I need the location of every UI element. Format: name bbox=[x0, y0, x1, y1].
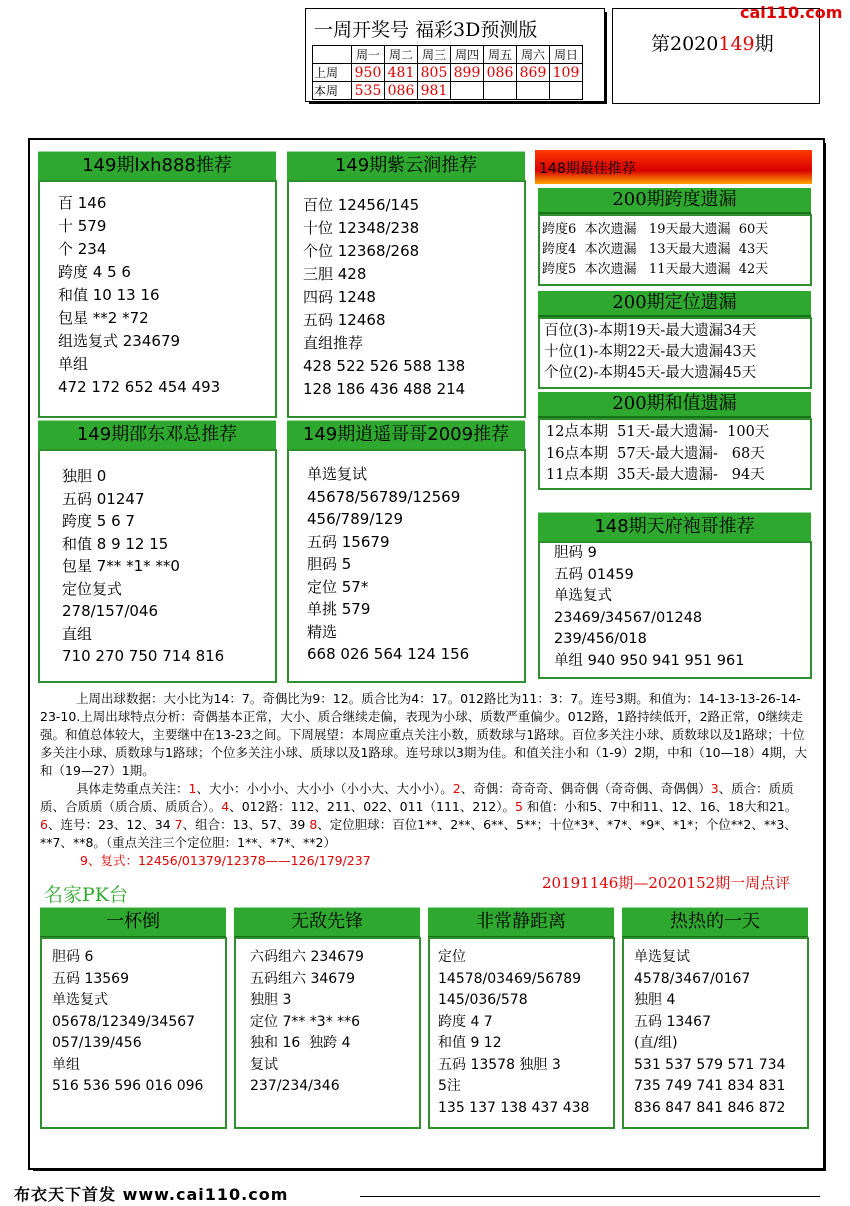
line-item: 23469/34567/01248 bbox=[554, 609, 703, 626]
weekly-draw-table bbox=[312, 45, 583, 100]
week-label: 上周 bbox=[313, 64, 352, 82]
line-item: 定位 bbox=[438, 949, 466, 965]
panel-title-lxh888: 149期lxh888推荐 bbox=[38, 151, 276, 182]
line-item: 五码 12468 bbox=[303, 311, 386, 329]
line-item: 278/157/046 bbox=[62, 602, 158, 620]
span-omission-panel bbox=[538, 214, 812, 286]
day-label: 周二 bbox=[385, 46, 418, 64]
line-item: 定位 7** *3* **6 bbox=[250, 1013, 361, 1030]
pk-card bbox=[622, 937, 809, 1129]
line-item: 包星 7** *1* **0 bbox=[62, 557, 180, 575]
line-item: 跨度 4 5 6 bbox=[58, 263, 131, 281]
trend-item-number: 3 bbox=[710, 781, 719, 796]
panel-title-ziyunjian: 149期紫云涧推荐 bbox=[287, 151, 525, 182]
span-omission-title: 200期跨度遗漏 bbox=[538, 188, 811, 214]
pk-card-title: 一杯倒 bbox=[40, 907, 226, 938]
line-item: 四码 1248 bbox=[303, 288, 376, 306]
pk-card bbox=[40, 937, 227, 1129]
line-item: 135 137 138 437 438 bbox=[438, 1099, 590, 1116]
sum-omission-panel bbox=[538, 418, 812, 490]
analysis-text bbox=[40, 690, 810, 870]
line-item: 五码 13467 bbox=[634, 1013, 711, 1030]
pk-date-range: 20191146期—2020152期一周点评 bbox=[542, 874, 791, 892]
trend-item-number: 8 bbox=[309, 817, 318, 832]
line-item: 单选复式 bbox=[52, 992, 108, 1008]
draw-number: 899 bbox=[451, 64, 484, 82]
position-omission-title: 200期定位遗漏 bbox=[538, 291, 811, 317]
header-title: 一周开奖号 福彩3D预测版 bbox=[314, 19, 538, 41]
draw-number bbox=[484, 82, 517, 100]
line-item: 128 186 436 488 214 bbox=[303, 380, 466, 398]
trend-item-text: 、012路：112、211、022、011（111、212）。 bbox=[229, 799, 515, 814]
line-item: 428 522 526 588 138 bbox=[303, 357, 466, 375]
pk-section-label: 名家PK台 bbox=[44, 884, 128, 906]
line-item: 和值 10 13 16 bbox=[58, 286, 160, 304]
panel-ziyunjian bbox=[287, 180, 526, 418]
span-lines bbox=[542, 220, 768, 280]
line-item: 14578/03469/56789 bbox=[438, 970, 582, 987]
trend-item-number: 6 bbox=[40, 817, 48, 832]
line-item: 836 847 841 846 872 bbox=[634, 1099, 786, 1116]
line-item: 45678/56789/12569 bbox=[307, 487, 461, 506]
panel-lines bbox=[307, 463, 469, 666]
panel-xiaoyao bbox=[287, 449, 526, 683]
trend-item-number: 2 bbox=[452, 781, 461, 796]
line-item: 单选复式 bbox=[554, 588, 612, 604]
line-item: 个 234 bbox=[58, 240, 107, 258]
pk-card-lines bbox=[52, 947, 203, 1098]
line-item: 单组 bbox=[52, 1056, 80, 1073]
line-item: 五码 15679 bbox=[307, 532, 390, 551]
line-item: 710 270 750 714 816 bbox=[62, 647, 225, 665]
line-item: 五码 13578 独胆 3 bbox=[438, 1056, 561, 1073]
line-item: 239/456/018 bbox=[554, 631, 647, 647]
draw-row bbox=[313, 64, 583, 82]
line-item: 跨度6 本次遗漏 19天最大遗漏 60天 bbox=[542, 222, 769, 237]
line-item: 单组 bbox=[58, 355, 89, 373]
pk-card-title: 非常静距离 bbox=[428, 907, 614, 938]
trend-item-text: 、连号：23、12、34 bbox=[47, 817, 175, 832]
line-item: 145/036/578 bbox=[438, 992, 528, 1008]
line-item: 定位复式 bbox=[62, 579, 123, 598]
footer-divider bbox=[360, 1196, 820, 1197]
line-item: 单挑 579 bbox=[307, 600, 371, 618]
line-item: 516 536 596 016 096 bbox=[52, 1078, 204, 1094]
trend-item-number: 1 bbox=[188, 781, 197, 796]
line-item: 531 537 579 571 734 bbox=[634, 1056, 786, 1073]
trend-item-text: 、奇偶：奇奇奇、偶奇偶（奇奇偶、奇偶偶） bbox=[460, 781, 711, 796]
line-item: 个位 12368/268 bbox=[303, 242, 420, 260]
line-item: 跨度4 本次遗漏 13天最大遗漏 43天 bbox=[542, 242, 769, 257]
day-label: 周五 bbox=[484, 46, 517, 64]
week-label: 本周 bbox=[313, 82, 352, 100]
line-item: 和值 9 12 bbox=[438, 1035, 502, 1051]
line-item: 独胆 4 bbox=[634, 992, 676, 1008]
line-item: 472 172 652 454 493 bbox=[58, 378, 221, 396]
line-item: 独胆 0 bbox=[62, 467, 107, 485]
line-item: 个位(2)-本期45天-最大遗漏45天 bbox=[544, 365, 757, 381]
line-item: 和值 8 9 12 15 bbox=[62, 534, 169, 553]
panel-title-xiaoyao: 149期逍遥哥哥2009推荐 bbox=[287, 420, 525, 451]
line-item: 668 026 564 124 156 bbox=[307, 645, 470, 663]
line-item: 12点本期 51天-最大遗漏- 100天 bbox=[546, 424, 770, 440]
line-item: 独和 16 独跨 4 bbox=[250, 1035, 351, 1051]
sum-lines bbox=[546, 422, 769, 487]
trend-item-text: 、质合：质质质、合质质（质合质、质质合）。 bbox=[40, 781, 794, 814]
line-item: 定位 57* bbox=[307, 577, 369, 596]
pk-card-lines bbox=[250, 947, 364, 1098]
line-item: 5注 bbox=[438, 1078, 461, 1094]
draw-number: 805 bbox=[418, 64, 451, 82]
line-item: 百 146 bbox=[58, 194, 107, 212]
line-item: 胆码 6 bbox=[52, 949, 94, 965]
pk-card-lines bbox=[634, 947, 785, 1119]
draw-number: 981 bbox=[418, 82, 451, 100]
line-item: 五码 01247 bbox=[62, 489, 145, 508]
draw-number: 535 bbox=[352, 82, 385, 100]
draw-number bbox=[517, 82, 550, 100]
trend-item-text: 、组合：13、57、39 bbox=[182, 817, 310, 832]
draw-row bbox=[313, 82, 583, 100]
draw-number bbox=[451, 82, 484, 100]
line-item: 复试 bbox=[250, 1056, 278, 1073]
position-omission-panel bbox=[538, 317, 812, 389]
line-item: 05678/12349/34567 bbox=[52, 1013, 196, 1030]
pk-card bbox=[428, 937, 615, 1129]
panel-title-tianfu: 148期天府袍哥推荐 bbox=[538, 512, 811, 543]
pk-card bbox=[234, 937, 421, 1129]
day-label: 周一 bbox=[352, 46, 385, 64]
panel-lines bbox=[62, 465, 224, 668]
panel-lxh888 bbox=[38, 180, 277, 418]
line-item: 单选复试 bbox=[634, 949, 690, 965]
trend-focus: 具体走势重点关注：1、大小：小小小、大小小（小小大、大小小）。2、奇偶：奇奇奇、偶奇偶（奇奇偶、奇偶偶）3、质合：质质质、合质质（质合质、质质合）。4、012路：112、211、022、011（111、212）。5 和值：小和5、7中和11、12、16、18大和21。6、连号：23、12、34 7、组合：13、57、39 8、定位胆球：百位1**、2**、6**、5**；十位*3*、*7*、*9*、*1*；个位**2、**3、**7、**8。（重点关注三个定位胆：1**、*7*、**2） bbox=[40, 781, 798, 850]
panel-tianfu bbox=[538, 541, 812, 679]
best-recommend-banner: 148期最佳推荐 bbox=[535, 150, 812, 184]
panel-lines bbox=[554, 543, 744, 672]
analysis-summary: 上周出球数据：大小比为14：7。奇偶比为9：12。质合比为4：17。012路比为11：3：7。连号3期。和值为：14-13-13-26-14-23-10.上周出球特点分析：奇偶基本正常，大小、质合继续走偏，表现为小球、质数严重偏少。012路，1路持续低开，2路正常，0继续走强。和值总体较大，主要继中在13-23之间。下周展望：本周应重点关注小数，质数球与1路球。百位多关注小球、质数球以及1路球；十位多关注小球、质数球与1路球；个位多关注小球、质球以及1路球。连号球以3期为佳。和值关注小和（1-9）2期，中和（10—18）4期，大和（19—27）1期。 bbox=[40, 691, 807, 778]
line-item: 五码组六 34679 bbox=[250, 970, 355, 987]
day-label: 周四 bbox=[451, 46, 484, 64]
draw-number: 086 bbox=[484, 64, 517, 82]
pk-card-lines bbox=[438, 947, 589, 1119]
issue-box bbox=[612, 8, 820, 104]
sum-omission-title: 200期和值遗漏 bbox=[538, 392, 811, 418]
line-item: 456/789/129 bbox=[307, 510, 403, 528]
line-item: 独胆 3 bbox=[250, 992, 292, 1008]
line-item: 237/234/346 bbox=[250, 1078, 340, 1094]
draw-number: 109 bbox=[550, 64, 583, 82]
trend-item-number: 5 bbox=[514, 799, 523, 814]
line-item: 跨度 4 7 bbox=[438, 1013, 493, 1030]
trend-item-text: 和值：小和5、7中和11、12、16、18大和21。 bbox=[522, 799, 798, 814]
line-item: 百位(3)-本期19天-最大遗漏34天 bbox=[544, 323, 757, 339]
line-item: 16点本期 57天-最大遗漏- 68天 bbox=[546, 445, 765, 462]
panel-lines bbox=[303, 194, 465, 401]
day-label: 周六 bbox=[517, 46, 550, 64]
line-item: 4578/3467/0167 bbox=[634, 970, 751, 987]
line-item: 单组 940 950 941 951 961 bbox=[554, 652, 745, 669]
issue-number: 第2020149期 bbox=[651, 33, 774, 55]
line-item: 百位 12456/145 bbox=[303, 196, 420, 214]
day-label: 周三 bbox=[418, 46, 451, 64]
draw-number: 950 bbox=[352, 64, 385, 82]
line-item: 单选复试 bbox=[307, 465, 368, 483]
line-item: 三胆 428 bbox=[303, 265, 367, 283]
pk-card-title: 无敌先锋 bbox=[234, 907, 420, 938]
trend-item-text: 、大小：小小小、大小小（小小大、大小小）。 bbox=[196, 781, 453, 796]
line-item: 直组推荐 bbox=[303, 334, 364, 352]
line-item: 十 579 bbox=[58, 217, 107, 235]
line-item: 跨度 5 6 7 bbox=[62, 512, 135, 530]
panel-shaodong bbox=[38, 449, 277, 683]
line-item: 十位 12348/238 bbox=[303, 219, 420, 237]
line-item: 六码组六 234679 bbox=[250, 949, 364, 965]
footer-credit: 布衣天下首发 www.cai110.com bbox=[14, 1185, 289, 1204]
position-lines bbox=[544, 321, 756, 384]
line-item: (直/组) bbox=[634, 1035, 678, 1051]
line-item: 五码 13569 bbox=[52, 970, 129, 987]
pk-card-title: 热热的一天 bbox=[622, 907, 808, 938]
line-item: 组选复式 234679 bbox=[58, 332, 181, 350]
line-item: 精选 bbox=[307, 622, 338, 641]
panel-title-shaodong: 149期邵东邓总推荐 bbox=[38, 420, 276, 451]
trend-item-number: 7 bbox=[174, 817, 183, 832]
line-item: 057/139/456 bbox=[52, 1035, 142, 1051]
duplex-recommend: 9、复式：12456/01379/12378——126/179/237 bbox=[80, 853, 371, 868]
weekly-draw-header bbox=[305, 8, 605, 102]
line-item: 直组 bbox=[62, 624, 93, 643]
panel-lines bbox=[58, 192, 220, 399]
line-item: 胆码 9 bbox=[554, 545, 597, 561]
line-item: 胆码 5 bbox=[307, 555, 352, 573]
draw-number: 086 bbox=[385, 82, 418, 100]
line-item: 735 749 741 834 831 bbox=[634, 1078, 786, 1094]
day-header-row bbox=[313, 46, 583, 64]
draw-number: 481 bbox=[385, 64, 418, 82]
line-item: 包星 **2 *72 bbox=[58, 309, 149, 327]
line-item: 跨度5 本次遗漏 11天最大遗漏 42天 bbox=[542, 262, 769, 277]
line-item: 11点本期 35天-最大遗漏- 94天 bbox=[546, 467, 765, 483]
site-logo[interactable]: cai110.com bbox=[740, 3, 843, 22]
draw-number bbox=[550, 82, 583, 100]
day-label: 周日 bbox=[550, 46, 583, 64]
line-item: 十位(1)-本期22天-最大遗漏43天 bbox=[544, 344, 757, 360]
trend-item-number: 4 bbox=[221, 799, 230, 814]
draw-number: 869 bbox=[517, 64, 550, 82]
trend-item-text: 、定位胆球：百位1**、2**、6**、5**；十位*3*、*7*、*9*、*1*；个位**2、**3、**7、**8。（重点关注三个定位胆：1**、*7*、**2） bbox=[40, 817, 797, 850]
line-item: 五码 01459 bbox=[554, 566, 634, 583]
